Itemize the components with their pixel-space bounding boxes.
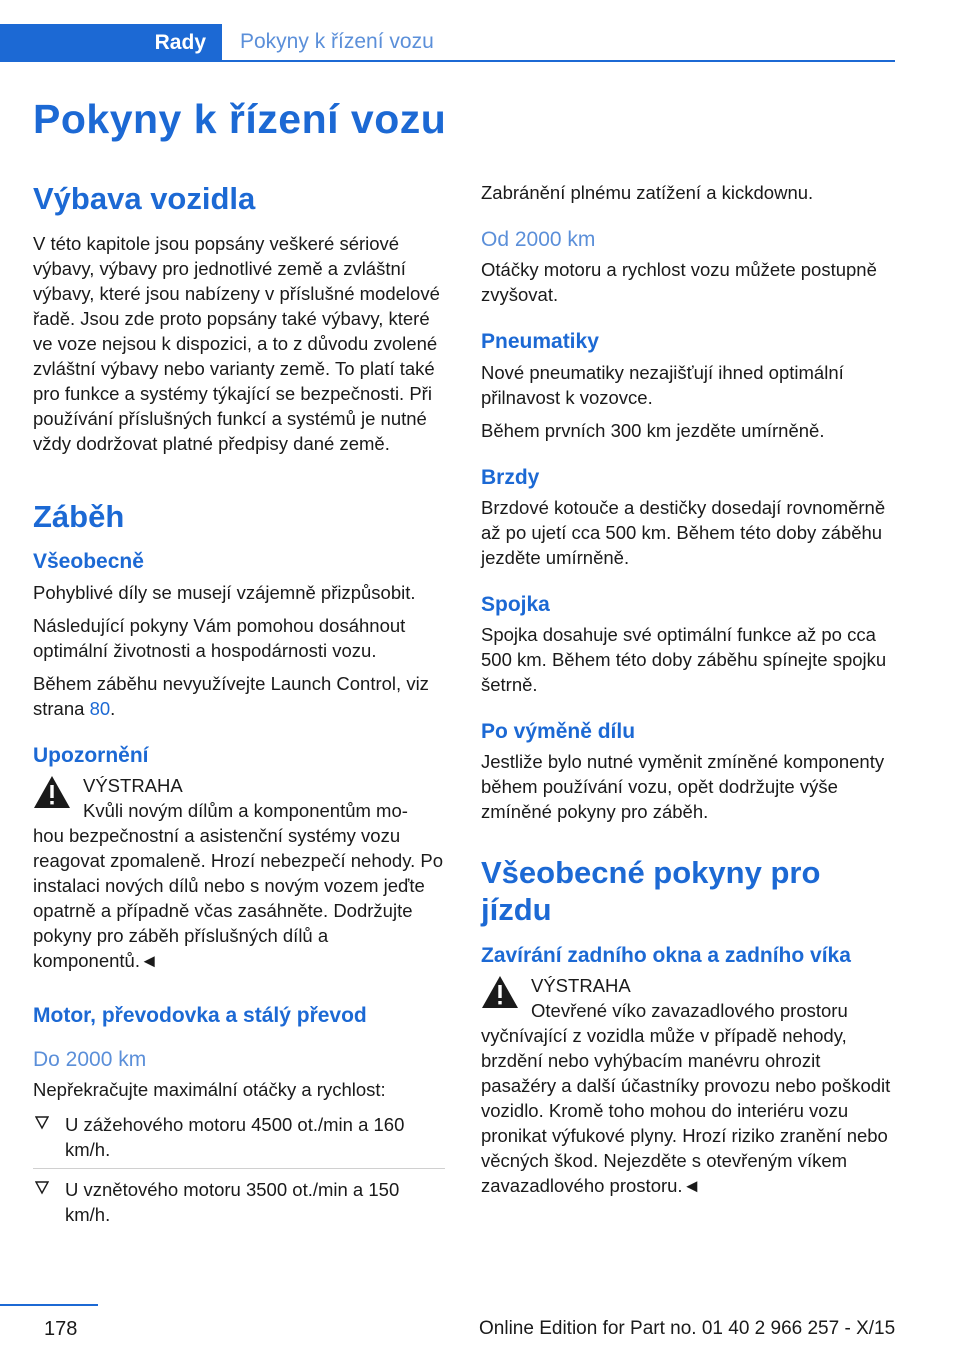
warning-label: VÝSTRAHA [83, 774, 183, 796]
heading-spojka: Spojka [481, 592, 550, 616]
heading-pokyny-jizda: Všeobecné pokyny pro jízdu [481, 855, 821, 928]
heading-vymena: Po výměně dílu [481, 720, 636, 743]
heading-zavirani-okna: Zavírání zadního okna a zadního víka [481, 943, 851, 967]
paragraph-vseobecne-2: Následující pokyny Vám pomohou dosáhnout optimální životnosti a hospodárnosti vozu. [33, 614, 406, 661]
paragraph-do-2000: Nepřekračujte maximální otáčky a rychlost: [33, 1079, 386, 1101]
section-tab[interactable]: Rady [0, 24, 222, 62]
heading-motor: Motor, převodovka a stálý převod [33, 1003, 367, 1027]
right-column [481, 180, 893, 1206]
paragraph-od-2000: Otáčky motoru a rychlost vozu můžete postupně zvyšovat. [481, 259, 877, 306]
paragraph-vseobecne-3 [33, 671, 445, 721]
warning-lead: Kvůli novým dílům a komponentům mo- [83, 799, 408, 821]
list-item-text: U zážehového motoru 4500 ot./min a 160 km/h. [65, 1114, 405, 1161]
heading-od-2000: Od 2000 km [481, 228, 596, 251]
warning-block-tailgate [481, 973, 893, 1198]
list-item [33, 1175, 445, 1233]
breadcrumb[interactable]: Pokyny k řízení vozu [240, 30, 434, 53]
sentence-end: . [110, 697, 116, 719]
triangle-bullet-icon [35, 1181, 49, 1195]
warning-triangle-icon [481, 975, 519, 1009]
paragraph-intro: Zabránění plnému zatížení a kickdownu. [481, 182, 814, 203]
heading-upozorneni: Upozornění [33, 743, 149, 767]
paragraph-pneumatiky-2: Během prvních 300 km jezděte umírněně. [481, 419, 825, 441]
triangle-bullet-icon [35, 1116, 49, 1130]
edition-note: Online Edition for Part no. 01 40 2 966 257 - X/15 [479, 1318, 896, 1339]
paragraph-brzdy: Brzdové kotouče a destičky dosedají rovnoměrně až po ujetí cca 500 km. Během této doby záběhu jezděte umírněně. [481, 496, 886, 568]
paragraph-spojka: Spojka dosahuje své optimální funkce až po cca 500 km. Během této doby záběhu spínejte spojku šetrně. [481, 624, 887, 695]
list-item-text: U vznětového motoru 3500 ot./min a 150 km/h. [65, 1179, 400, 1226]
launch-control-text: Během záběhu nevyužívejte Launch Control, viz strana [33, 672, 429, 719]
warning-lead: Otevřené víko zavazadlového prostoru [531, 999, 848, 1021]
list-item [33, 1110, 445, 1169]
warning-label: VÝSTRAHA [531, 974, 631, 996]
page-number: 178 [44, 1318, 78, 1340]
heading-pneumatiky: Pneumatiky [481, 330, 599, 354]
paragraph-vseobecne-1: Pohyblivé díly se musejí vzájemně přizpůsobit. [33, 581, 416, 603]
page-link-80[interactable]: 80 [89, 697, 111, 719]
paragraph-pneumatiky-1: Nové pneumatiky nezajišťují ihned optimální přilnavost k vozovce. [481, 361, 844, 408]
rpm-limit-list [33, 1110, 445, 1233]
warning-text: vyčnívající z vozidla může v případě nehody, brzdění nebo vyhýbacím manévru ohrozit pasažéry a další účastníky provozu nebo poškodit vozidlo. Kromě toho mohou do interiéru vozu pronikat výfukové plyny. Hrozí riziko zranění nebo věcných škod. Nejezděte s otevřeným víkem zavazadlového prostoru.◄ [481, 1024, 891, 1196]
warning-triangle-icon [33, 775, 71, 809]
heading-vybava: Výbava vozidla [33, 181, 256, 216]
footer-rule [0, 1304, 98, 1306]
heading-do-2000: Do 2000 km [33, 1048, 147, 1072]
heading-zabeh: Záběh [33, 499, 125, 535]
paragraph-vybava: V této kapitole jsou popsány veškeré sériové výbavy, výbavy pro jednotlivé země a zvláštní výbavy, které jsou nabízeny v příslušné modelové řadě. Jsou zde proto popsány také výbavy, které ve voze nejsou k dispozici, a to z důvodu zvolené zvláštní výbavy nebo varianty země. To platí také pro funkce a systémy týkající se bezpečnosti. Při používání příslušných funkcí a systémů je nutné vždy dodržovat platné předpisy dané země. [33, 233, 440, 455]
left-column [33, 180, 445, 1239]
heading-vseobecne: Všeobecně [33, 550, 144, 574]
page-title: Pokyny k řízení vozu [33, 96, 447, 142]
warning-text: hou bezpečnostní a asistenční systémy vozu reagovat zpomaleně. Hrozí nebezpečí nehody. Po instalaci nových dílů nebo s novým vozem jeďte opatrně a případně včas zasáhněte. Dodržujte pokyny pro záběh příslušných dílů a komponentů.◄ [33, 824, 443, 971]
page-header [0, 24, 895, 62]
warning-block-zabeh [33, 773, 445, 973]
header-rule [222, 60, 895, 62]
paragraph-vymena: Jestliže bylo nutné vyměnit zmíněné komponenty během používání vozu, opět dodržujte výše zmíněné pokyny pro záběh. [481, 751, 885, 823]
heading-brzdy: Brzdy [481, 465, 540, 489]
